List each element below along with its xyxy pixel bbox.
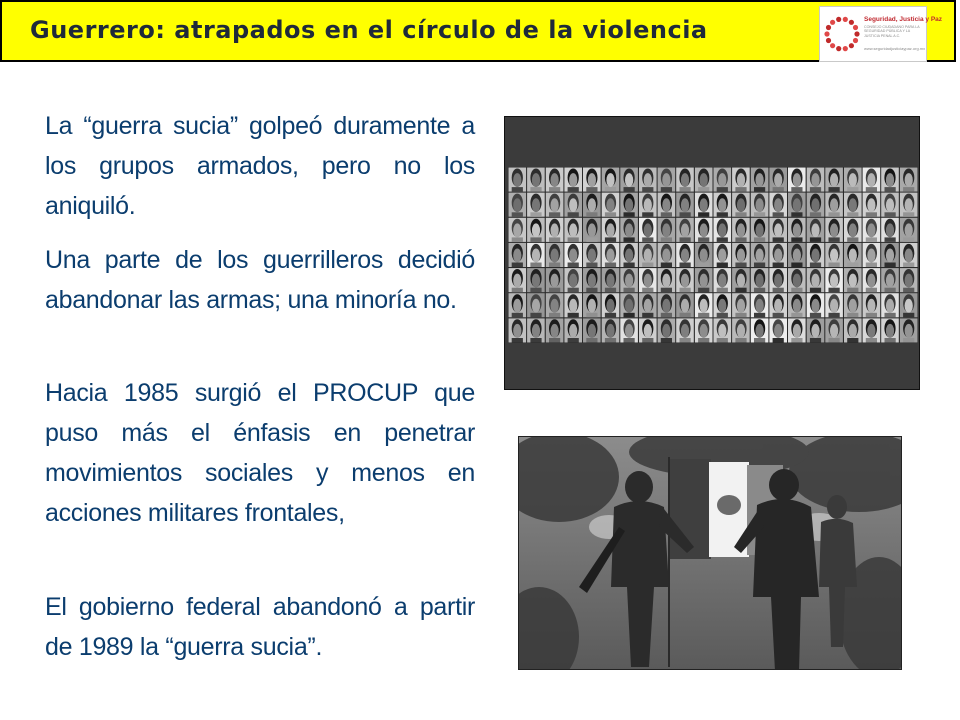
star-ring-icon [820,7,864,61]
portrait-faces [508,167,918,343]
portraits-collage-image [504,116,920,390]
portraits-band [508,167,918,343]
paragraph-gobierno-federal: El gobierno federal abandonó a partir de 1989 la “guerra sucia”. [45,593,475,661]
paragraph-guerrilleros: Una parte de los guerrilleros decidió abandonar las armas; una minoría no. [45,246,475,314]
title-bar [0,0,956,62]
paragraph-procup: Hacia 1985 surgió el PROCUP que puso más el énfasis en penetrar movimientos sociales y menos en acciones militares frontales, [45,379,475,527]
guerrilla-scene [519,437,902,670]
logo-url: www.seguridadjusticiaypaz.org.mx [864,46,926,51]
paragraph-guerra-sucia: La “guerra sucia” golpeó duramente a los grupos armados, pero no los aniquiló. [45,112,475,220]
organization-logo [819,6,943,62]
guerrilla-flag-image [518,436,902,670]
slide-title: Guerrero: atrapados en el círculo de la violencia [30,16,708,44]
logo-name: Seguridad, Justicia y Paz [864,16,943,23]
logo-subtitle: CONSEJO CIUDADANO PARA LA SEGURIDAD PÚBLICA Y LA JUSTICIA PENAL A.C. [864,25,920,38]
